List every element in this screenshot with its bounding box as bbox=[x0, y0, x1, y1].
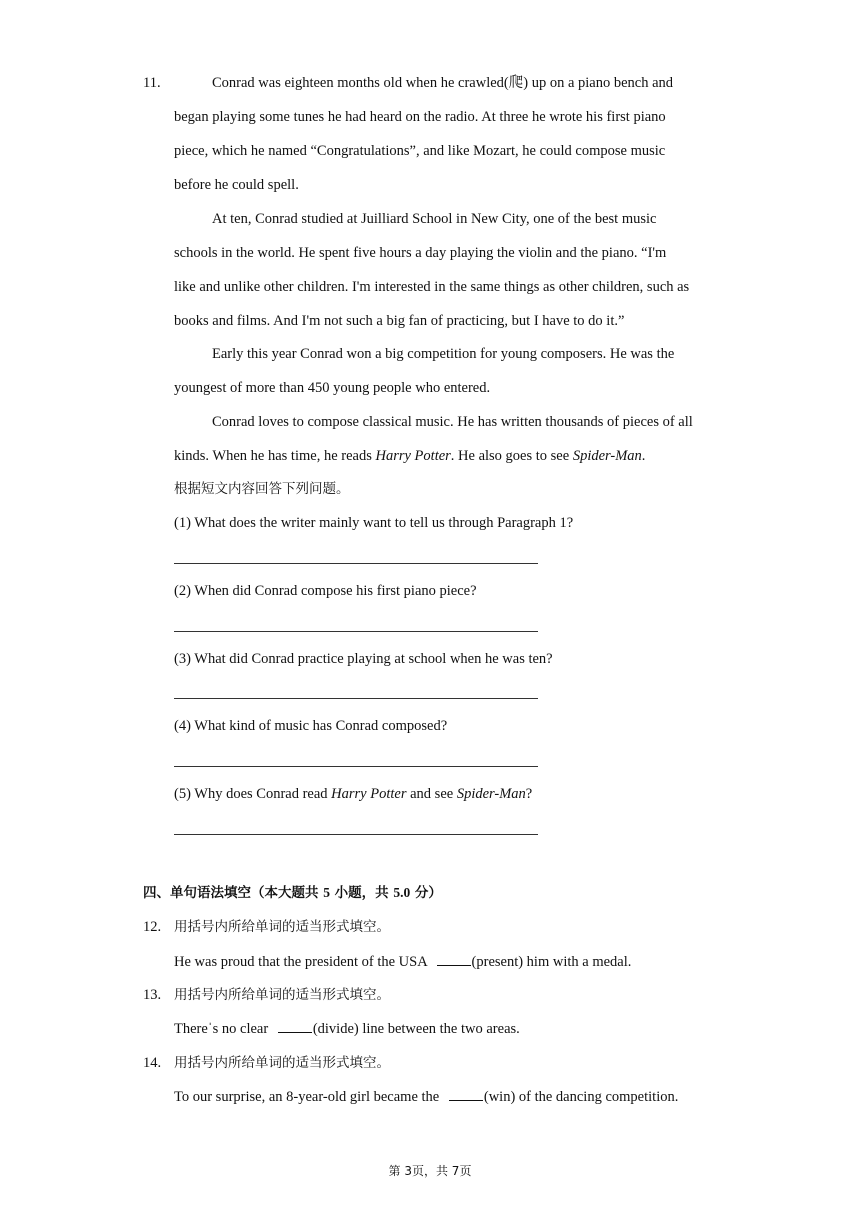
fill-in-blank[interactable] bbox=[437, 953, 471, 966]
fill-in-blank[interactable] bbox=[449, 1088, 483, 1101]
question-instruction: 用括号内所给单词的适当形式填空。 bbox=[174, 1055, 390, 1071]
sub-question-5 bbox=[174, 784, 734, 804]
passage-line: youngest of more than 450 young people who entered. bbox=[174, 380, 491, 396]
section-heading-text: 四、单句语法填空（本大题共 bbox=[143, 885, 324, 901]
passage-line: schools in the world. He spent five hours a day playing the violin and the piano. “I'm bbox=[174, 245, 667, 261]
passage-line: At ten, Conrad studied at Juilliard School in New City, one of the best music bbox=[212, 211, 657, 227]
answer-line-5[interactable] bbox=[174, 834, 538, 835]
passage-line: began playing some tunes he had heard on the radio. At three he wrote his first piano bbox=[174, 109, 666, 125]
question-text: and see bbox=[406, 786, 457, 802]
passage-line: Conrad was eighteen months old when he crawled(爬) up on a piano bench and bbox=[212, 75, 674, 91]
passage-text: . bbox=[641, 448, 646, 464]
passage-line: piece, which he named “Congratulations”, and like Mozart, he could compose music bbox=[174, 143, 666, 159]
grammar-sentence bbox=[174, 1019, 734, 1039]
answer-line-1[interactable] bbox=[174, 563, 538, 564]
sentence-text: (win) of the dancing competition. bbox=[483, 1089, 679, 1105]
passage-line: Conrad loves to compose classical music. He has written thousands of pieces of all bbox=[212, 414, 693, 430]
section-heading-text: 分） bbox=[410, 885, 442, 901]
question-instruction: 根据短文内容回答下列问题。 bbox=[174, 481, 350, 497]
section-heading bbox=[143, 883, 442, 903]
section-heading-text: 小题，共 bbox=[329, 885, 394, 901]
answer-line-4[interactable] bbox=[174, 766, 538, 767]
passage-line: Early this year Conrad won a big competition for young composers. He was the bbox=[212, 346, 675, 362]
passage-line: like and unlike other children. I'm interested in the same things as other children, such as bbox=[174, 279, 690, 295]
passage-line bbox=[174, 446, 734, 466]
passage-line: before he could spell. bbox=[174, 177, 299, 193]
sub-question-1: (1) What does the writer mainly want to tell us through Paragraph 1? bbox=[174, 515, 574, 531]
sub-question-2: (2) When did Conrad compose his first piano piece? bbox=[174, 583, 477, 599]
book-title: Harry Potter bbox=[375, 448, 451, 464]
book-title: Harry Potter bbox=[331, 786, 407, 802]
grammar-sentence bbox=[174, 1087, 734, 1107]
fill-in-blank[interactable] bbox=[278, 1020, 312, 1033]
sentence-text: To our surprise, an 8-year-old girl became the bbox=[174, 1089, 443, 1105]
sub-question-3: (3) What did Conrad practice playing at school when he was ten? bbox=[174, 651, 553, 667]
section-score: 5.0 bbox=[393, 885, 411, 900]
page-footer: 第 3页，共 7页 bbox=[388, 1164, 472, 1178]
question-instruction: 用括号内所给单词的适当形式填空。 bbox=[174, 987, 390, 1003]
sub-question-4: (4) What kind of music has Conrad composed? bbox=[174, 718, 448, 734]
film-title: Spider-Man bbox=[456, 786, 526, 802]
question-number-11: 11. bbox=[143, 75, 161, 91]
question-number-14: 14. bbox=[143, 1055, 162, 1071]
passage-line: books and films. And I'm not such a big fan of practicing, but I have to do it.” bbox=[174, 313, 625, 329]
question-number-12: 12. bbox=[143, 919, 162, 935]
answer-line-2[interactable] bbox=[174, 631, 538, 632]
passage-text: kinds. When he has time, he reads bbox=[174, 448, 376, 464]
film-title: Spider-Man bbox=[572, 448, 642, 464]
section-count: 5 bbox=[323, 885, 330, 900]
sentence-text: (divide) line between the two areas. bbox=[312, 1021, 520, 1037]
sentence-text: Thereˈs no clear bbox=[174, 1021, 272, 1037]
question-instruction: 用括号内所给单词的适当形式填空。 bbox=[174, 919, 390, 935]
sentence-text: He was proud that the president of the USA bbox=[174, 954, 431, 970]
answer-line-3[interactable] bbox=[174, 698, 538, 699]
question-text: ? bbox=[525, 786, 533, 802]
sentence-text: (present) him with a medal. bbox=[471, 954, 632, 970]
question-text: (5) Why does Conrad read bbox=[174, 786, 332, 802]
passage-text: . He also goes to see bbox=[450, 448, 573, 464]
question-number-13: 13. bbox=[143, 987, 162, 1003]
grammar-sentence bbox=[174, 952, 734, 972]
